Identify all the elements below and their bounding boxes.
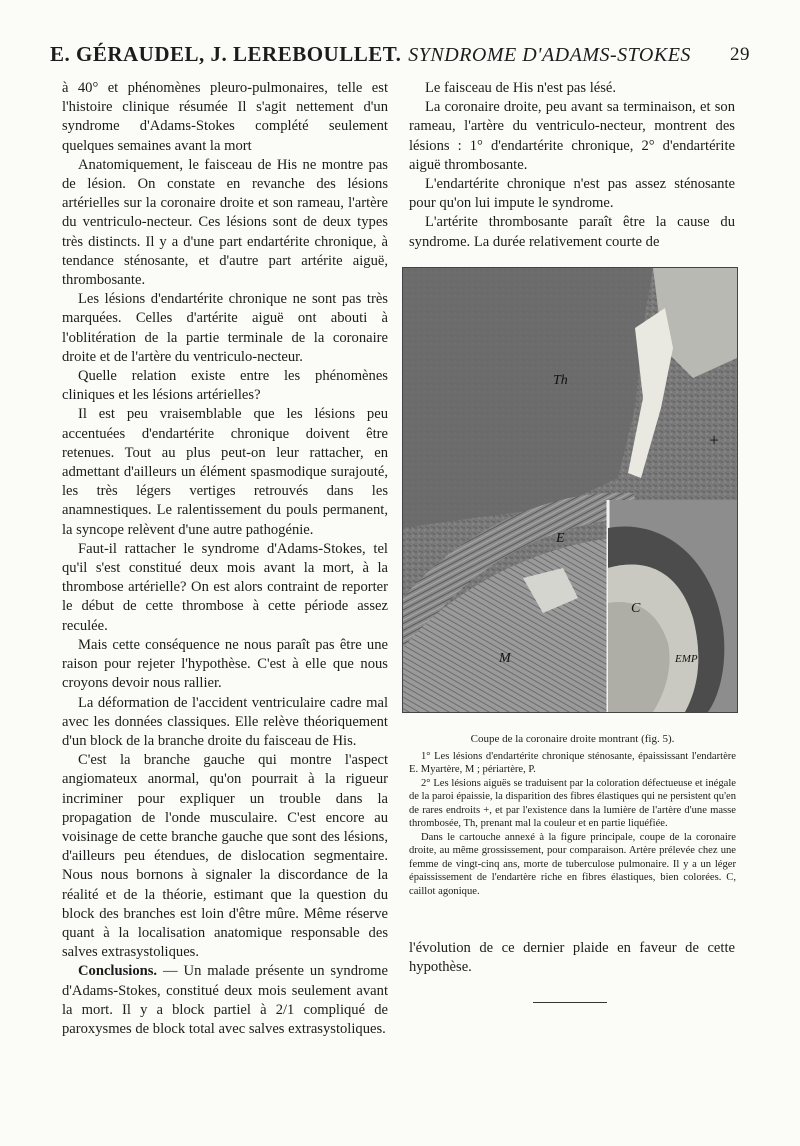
conclusions-heading: Conclusions. bbox=[78, 963, 158, 980]
figure-label-plus: + bbox=[709, 430, 720, 450]
paragraph: Le faisceau de His n'est pas lésé. bbox=[425, 80, 617, 96]
paragraph: L'artérite thrombosante paraît être la cause du syndrome. La durée relativement courte de bbox=[409, 214, 735, 250]
caption-paragraph: 1° Les lésions d'endartérite chronique sténosante, épaississant l'endartère E. Myartère, M ; périartère, P. bbox=[409, 750, 736, 775]
right-column-top bbox=[409, 79, 735, 252]
paragraph: La déformation de l'accident ventriculaire cadre mal avec les données classiques. Elle relève théoriquement d'un block de la branche droite du faisceau de His. bbox=[62, 694, 388, 749]
page-number: 29 bbox=[730, 44, 750, 65]
conclusions-paragraph bbox=[62, 962, 388, 1039]
left-column bbox=[62, 79, 388, 1039]
paragraph: Mais cette conséquence ne nous paraît pas être une raison pour rejeter l'hypothèse. C'est à elle que nous croyons devoir nous rallier. bbox=[62, 636, 388, 692]
paragraph: Quelle relation existe entre les phénomènes cliniques et les lésions artérielles? bbox=[62, 368, 388, 404]
paragraph: Faut-il rattacher le syndrome d'Adams-Stokes, tel qu'il s'est constitué deux mois avant la mort, à la thrombose artérielle? On est alors contraint de reporter le début de cette thrombose à cette période assez reculée. bbox=[62, 540, 388, 634]
caption-paragraph: 2° Les lésions aiguës se traduisent par la coloration défectueuse et inégale de la paroi épaissie, la disparition des fibres élastiques qui ne persistent qu'en de rares endroits +, et par l'existence dans la lumière de l'artère d'une masse thrombosée, Th, prenant mal la couleur et en partie liquéfiée. bbox=[409, 777, 736, 829]
conclusions-text: — Un malade présente un syndrome d'Adams-Stokes, constitué deux mois seulement avant la mort. Il y a block partiel à 2/1 compliqué de paroxysmes de block total avec salves extrasystoliques. bbox=[62, 963, 388, 1037]
figure-label-c: C bbox=[631, 601, 641, 616]
paragraph: La coronaire droite, peu avant sa terminaison, et son rameau, l'artère du ventriculo-necteur, montrent des lésions : 1° d'endartérite chronique, 2° d'endartérite aiguë thrombosante. bbox=[409, 99, 735, 173]
figure-label-emp: EMP bbox=[675, 653, 698, 665]
right-column-bottom bbox=[409, 939, 735, 977]
header-title: SYNDROME D'ADAMS-STOKES bbox=[408, 44, 691, 66]
caption-paragraph: Dans le cartouche annexé à la figure principale, coupe de la coronaire droite, au même grossissement, pour comparaison. Artère prélevée chez une femme de vingt-cinq ans, morte de tuberculose pulmonaire. Il y a un léger épaississement de l'endartère riche en fibres élastiques, bien colorées. C, caillot agonique. bbox=[409, 831, 736, 897]
figure-label-th: Th bbox=[553, 373, 568, 388]
running-header bbox=[50, 42, 750, 72]
figure-label-e: E bbox=[556, 531, 565, 546]
paragraph: L'endartérite chronique n'est pas assez sténosante pour qu'on lui impute le syndrome. bbox=[409, 176, 735, 212]
figure-caption bbox=[409, 733, 736, 898]
paragraph: C'est la branche gauche qui montre l'aspect angiomateux anormal, qu'on pourrait à la rigueur incriminer pour expliquer un trouble dans la propagation de l'onde musculaire. C'est encore au voisinage de cette branche gauche que sont des lésions, d'ailleurs peu étendues, de dislocation segmentaire. Nous nous bornons à signaler la discordance de la réalité et de la théorie, estimant que la question du block des branches est loin d'être mûre. Même réserve quant à la localisation anatomique responsable des salves extrasystoliques. bbox=[62, 752, 388, 961]
paragraph: à 40° et phénomènes pleuro-pulmonaires, telle est l'histoire clinique résumée Il s'agit nettement d'un syndrome d'Adams-Stokes complété seulement quelques semaines avant la mort bbox=[62, 80, 388, 154]
paragraph: Il est peu vraisemblable que les lésions peu accentuées d'endartérite chronique doivent être retenues. Tout au plus peut-on leur rattacher, en admettant d'ailleurs un élément spasmodique surajouté, les très légers vertiges retrouvés dans les anamnestiques. Le ralentissement du pouls permanent, la syncope relèvent d'une autre pathogénie. bbox=[62, 406, 388, 538]
micrograph-image bbox=[403, 268, 737, 712]
end-rule bbox=[533, 1002, 607, 1003]
header-authors: E. GÉRAUDEL, J. LEREBOULLET. bbox=[50, 42, 402, 66]
caption-title: Coupe de la coronaire droite montrant (fig. 5). bbox=[470, 733, 675, 745]
micrograph-figure bbox=[402, 267, 738, 713]
figure-label-m: M bbox=[499, 651, 511, 666]
paragraph: Les lésions d'endartérite chronique ne sont pas très marquées. Celles d'artérite aiguë ont abouti à l'oblitération de la partie terminale de la coronaire droite et de l'artère du ventriculo-necteur. bbox=[62, 291, 388, 365]
paragraph: l'évolution de ce dernier plaide en faveur de cette hypothèse. bbox=[409, 940, 735, 976]
paragraph: Anatomiquement, le faisceau de His ne montre pas de lésion. On constate en revanche des lésions artérielles sur la coronaire droite et son rameau, l'artère du ventriculo-necteur. Ces lésions sont de deux types très distincts. Il y a d'une part endartérite chronique, à tendance sténosante, et d'autre part artérite aiguë, thrombosante. bbox=[62, 156, 388, 289]
